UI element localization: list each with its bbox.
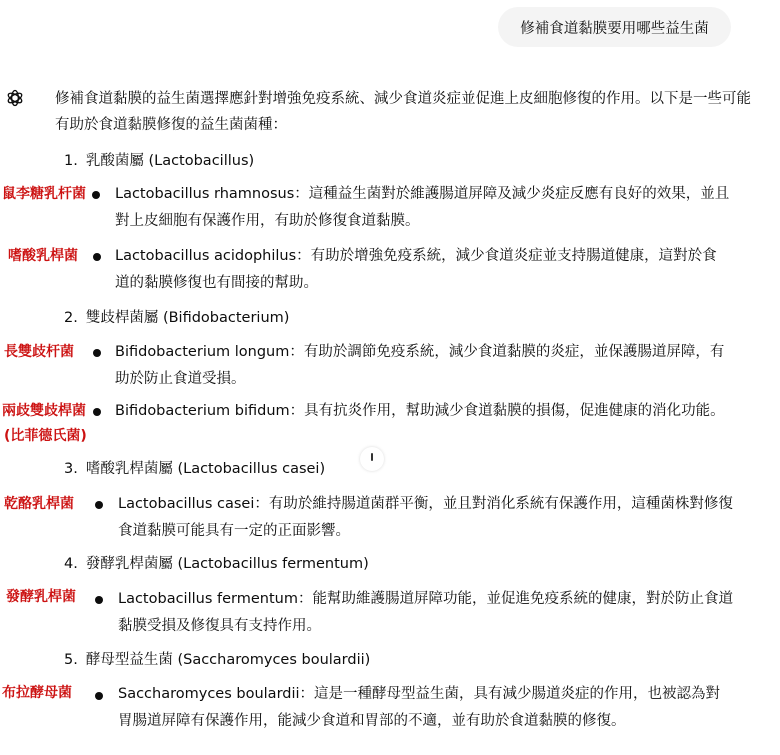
section-heading bbox=[64, 308, 289, 328]
strain-name: Saccharomyces boulardii bbox=[118, 686, 300, 702]
strain-description: ：有助於調節免疫系統，減少食道黏膜的炎症，並保護腸道屏障，有助於防止食道受損。 bbox=[115, 344, 725, 387]
bullet-dot bbox=[95, 596, 103, 604]
strain-name: Lactobacillus fermentum bbox=[118, 591, 298, 607]
list-item bbox=[118, 586, 733, 640]
bullet-dot bbox=[93, 349, 101, 357]
strain-name: Lactobacillus rhamnosus bbox=[115, 186, 295, 202]
strain-description: ：這是一種酵母型益生菌，具有減少腸道炎症的作用，也被認為對胃腸道屏障有保護作用，能減少食道和胃部的不適，並有助於食道黏膜的修復。 bbox=[118, 686, 721, 729]
strain-name: Lactobacillus acidophilus bbox=[115, 248, 297, 264]
list-item bbox=[118, 491, 733, 545]
list-item bbox=[115, 243, 730, 297]
strain-description: ：有助於維持腸道菌群平衡，並且對消化系統有保護作用，這種菌株對修復食道黏膜可能具有一定的正面影響。 bbox=[118, 496, 733, 539]
section-title: 雙歧桿菌屬 (Bifidobacterium) bbox=[85, 310, 290, 326]
annotation-label: 嗜酸乳桿菌 bbox=[8, 248, 78, 264]
list-item bbox=[118, 681, 733, 735]
strain-description: ：這種益生菌對於維護腸道屏障及減少炎症反應有良好的效果，並且對上皮細胞有保護作用，有助於修復食道黏膜。 bbox=[115, 186, 730, 229]
bullet-dot bbox=[93, 408, 101, 416]
section-title: 發酵乳桿菌屬 (Lactobacillus fermentum) bbox=[85, 556, 369, 572]
section-heading bbox=[64, 151, 254, 171]
user-message-bubble bbox=[498, 7, 731, 47]
bullet-dot bbox=[95, 692, 103, 700]
annotation-label: 鼠李糖乳杆菌 bbox=[2, 186, 86, 202]
section-title: 酵母型益生菌 (Saccharomyces boulardii) bbox=[85, 652, 371, 668]
section-number: 1. bbox=[64, 153, 78, 169]
section-number: 2. bbox=[64, 310, 78, 326]
strain-name: Bifidobacterium longum bbox=[115, 344, 290, 360]
section-heading bbox=[64, 554, 369, 574]
openai-logo-icon bbox=[5, 88, 25, 108]
annotation-label: 布拉酵母菌 bbox=[2, 685, 72, 701]
strain-description: ：具有抗炎作用，幫助減少食道黏膜的損傷，促進健康的消化功能。 bbox=[289, 403, 725, 419]
section-heading bbox=[64, 459, 325, 479]
annotation-label: 兩歧雙歧桿菌 bbox=[2, 403, 86, 419]
list-item bbox=[115, 339, 730, 393]
annotation-label: 乾酪乳桿菌 bbox=[4, 496, 74, 512]
section-heading bbox=[64, 650, 370, 670]
strain-description: ：有助於增強免疫系統，減少食道炎症並支持腸道健康，這對於食道的黏膜修復也有間接的幫助。 bbox=[115, 248, 717, 291]
section-number: 4. bbox=[64, 556, 78, 572]
bullet-dot bbox=[93, 253, 101, 261]
section-number: 3. bbox=[64, 461, 78, 477]
bullet-dot bbox=[92, 191, 100, 199]
annotation-label: 長雙歧杆菌 bbox=[4, 344, 74, 360]
annotation-label-alt: (比菲德氏菌) bbox=[4, 428, 87, 444]
section-title: 嗜酸乳桿菌屬 (Lactobacillus casei) bbox=[85, 461, 326, 477]
section-title: 乳酸菌屬 (Lactobacillus) bbox=[85, 153, 255, 169]
list-item bbox=[115, 398, 730, 425]
list-item bbox=[115, 181, 730, 235]
scroll-down-icon[interactable] bbox=[360, 447, 384, 471]
strain-name: Lactobacillus casei bbox=[118, 496, 255, 512]
bullet-dot bbox=[95, 501, 103, 509]
strain-name: Bifidobacterium bifidum bbox=[115, 403, 290, 419]
section-number: 5. bbox=[64, 652, 78, 668]
strain-description: ：能幫助維護腸道屏障功能，並促進免疫系統的健康，對於防止食道黏膜受損及修復具有支持作用。 bbox=[118, 591, 733, 634]
annotation-label: 發酵乳桿菌 bbox=[6, 589, 76, 605]
response-intro: 修補食道黏膜的益生菌選擇應針對增強免疫系統、減少食道炎症並促進上皮細胞修復的作用。以下是一些可能有助於食道黏膜修復的益生菌菌種： bbox=[55, 91, 751, 133]
user-message-text: 修補食道黏膜要用哪些益生菌 bbox=[520, 20, 709, 37]
